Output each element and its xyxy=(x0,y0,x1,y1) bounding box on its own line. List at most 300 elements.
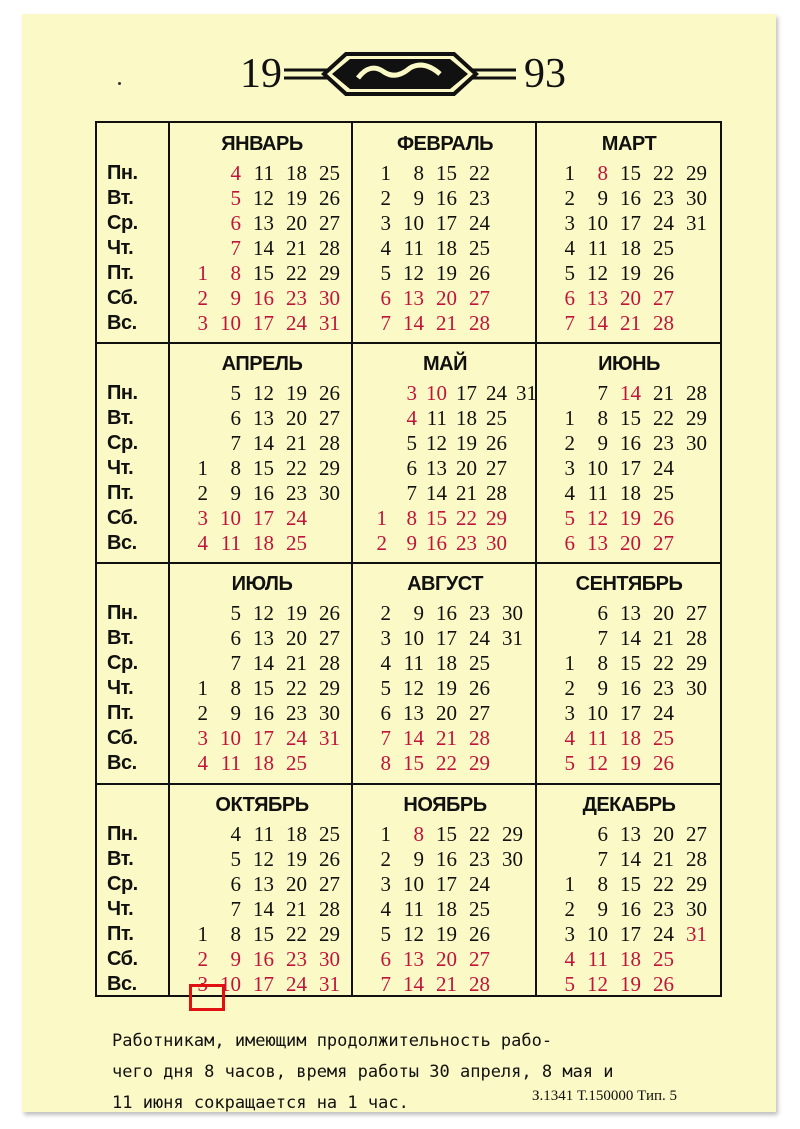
calendar-day: 8 xyxy=(230,922,241,946)
week-column xyxy=(396,822,424,997)
calendar-day: 28 xyxy=(653,311,674,335)
calendar-day: 2 xyxy=(380,601,391,625)
calendar-day: 18 xyxy=(436,897,457,921)
week-column xyxy=(363,161,391,336)
calendar-day: 7 xyxy=(380,726,391,750)
calendar-day xyxy=(679,947,707,972)
calendar-day: 4 xyxy=(230,161,241,185)
calendar-day: 5 xyxy=(380,676,391,700)
month-name: НОЯБРЬ xyxy=(403,794,487,816)
weekday-label: Пн. xyxy=(107,602,138,624)
calendar-day: 16 xyxy=(620,431,641,455)
calendar-day: 25 xyxy=(653,236,674,260)
month-name: МАЙ xyxy=(423,353,467,375)
calendar-day: 25 xyxy=(653,481,674,505)
calendar-day: 17 xyxy=(620,922,641,946)
calendar-day: 9 xyxy=(230,947,241,971)
calendar-day: 4 xyxy=(564,726,575,750)
calendar-day: 24 xyxy=(286,506,307,530)
calendar-day: 21 xyxy=(286,897,307,921)
calendar-day: 2 xyxy=(197,701,208,725)
calendar-day: 19 xyxy=(286,186,307,210)
calendar-day xyxy=(679,286,707,311)
calendar-day: 29 xyxy=(319,456,340,480)
calendar-day: 5 xyxy=(406,431,417,455)
calendar-day: 5 xyxy=(230,186,241,210)
calendar-day xyxy=(509,481,537,506)
week-column xyxy=(580,161,608,336)
calendar-day: 1 xyxy=(197,676,208,700)
calendar-day: 15 xyxy=(620,161,641,185)
week-column xyxy=(180,161,208,336)
calendar-grid xyxy=(95,121,722,997)
calendar-day xyxy=(495,726,523,751)
calendar-day xyxy=(495,922,523,947)
calendar-day: 29 xyxy=(686,872,707,896)
weekday-label: Ср. xyxy=(107,873,138,895)
calendar-day: 24 xyxy=(653,456,674,480)
calendar-day: 4 xyxy=(197,531,208,555)
calendar-day: 18 xyxy=(620,481,641,505)
calendar-day: 29 xyxy=(319,922,340,946)
week-column xyxy=(547,161,575,336)
calendar-day: 3 xyxy=(564,701,575,725)
calendar-day: 3 xyxy=(197,726,208,750)
calendar-day: 27 xyxy=(686,822,707,846)
calendar-day xyxy=(509,431,537,456)
calendar-day: 8 xyxy=(230,456,241,480)
calendar-day: 19 xyxy=(436,922,457,946)
calendar-day: 12 xyxy=(403,922,424,946)
calendar-day: 11 xyxy=(587,481,608,505)
calendar-day: 18 xyxy=(620,726,641,750)
calendar-day: 18 xyxy=(620,947,641,971)
calendar-day: 17 xyxy=(253,972,274,996)
calendar-day: 13 xyxy=(403,947,424,971)
calendar-day: 23 xyxy=(653,897,674,921)
week-column xyxy=(246,381,274,556)
calendar-day: 4 xyxy=(197,751,208,775)
calendar-day xyxy=(359,481,387,506)
calendar-day: 29 xyxy=(319,261,340,285)
year-left: 19 xyxy=(240,51,282,97)
calendar-day: 26 xyxy=(653,751,674,775)
calendar-day: 28 xyxy=(319,431,340,455)
weekday-label: Вс. xyxy=(107,532,137,554)
calendar-day xyxy=(180,161,208,186)
calendar-day: 3 xyxy=(197,506,208,530)
calendar-day: 13 xyxy=(620,601,641,625)
calendar-day: 14 xyxy=(620,847,641,871)
calendar-day: 7 xyxy=(230,431,241,455)
weekday-label: Пт. xyxy=(107,262,134,284)
week-column xyxy=(246,822,274,997)
calendar-day: 4 xyxy=(564,236,575,260)
calendar-day: 12 xyxy=(587,972,608,996)
weekday-label: Ср. xyxy=(107,652,138,674)
calendar-day: 24 xyxy=(653,211,674,235)
calendar-day: 26 xyxy=(469,922,490,946)
calendar-day: 31 xyxy=(319,972,340,996)
calendar-day: 16 xyxy=(436,847,457,871)
calendar-day: 28 xyxy=(469,726,490,750)
calendar-day: 30 xyxy=(319,701,340,725)
calendar-day: 21 xyxy=(436,726,457,750)
calendar-day: 13 xyxy=(403,701,424,725)
calendar-day: 13 xyxy=(620,822,641,846)
calendar-day: 30 xyxy=(486,531,507,555)
selected-day-marker xyxy=(189,984,225,1011)
calendar-day: 14 xyxy=(253,431,274,455)
week-column xyxy=(679,822,707,997)
calendar-day: 15 xyxy=(403,751,424,775)
calendar-day: 8 xyxy=(406,506,417,530)
calendar-day: 7 xyxy=(597,626,608,650)
week-column xyxy=(396,161,424,336)
calendar-day: 17 xyxy=(436,211,457,235)
calendar-day: 22 xyxy=(469,822,490,846)
calendar-day: 25 xyxy=(319,161,340,185)
calendar-day: 30 xyxy=(686,186,707,210)
calendar-day: 19 xyxy=(286,601,307,625)
calendar-day: 5 xyxy=(564,261,575,285)
week-column xyxy=(495,822,523,997)
calendar-day: 9 xyxy=(413,847,424,871)
calendar-day xyxy=(180,897,208,922)
calendar-day: 17 xyxy=(436,872,457,896)
calendar-day: 3 xyxy=(406,381,417,405)
week-column xyxy=(646,822,674,997)
calendar-day: 30 xyxy=(502,601,523,625)
calendar-day: 10 xyxy=(220,972,241,996)
week-column xyxy=(679,161,707,336)
calendar-day: 21 xyxy=(653,381,674,405)
calendar-day: 29 xyxy=(319,676,340,700)
calendar-day: 27 xyxy=(653,531,674,555)
calendar-day: 12 xyxy=(253,186,274,210)
calendar-day: 23 xyxy=(653,186,674,210)
calendar-day: 12 xyxy=(403,261,424,285)
calendar-day: 21 xyxy=(286,651,307,675)
calendar-day: 14 xyxy=(426,481,447,505)
calendar-day xyxy=(679,261,707,286)
calendar-day: 6 xyxy=(597,822,608,846)
week-column xyxy=(279,601,307,776)
calendar-day: 22 xyxy=(456,506,477,530)
calendar-day: 19 xyxy=(620,506,641,530)
calendar-day xyxy=(679,311,707,336)
week-column xyxy=(180,822,208,997)
weekday-label: Ср. xyxy=(107,212,138,234)
calendar-day: 20 xyxy=(286,626,307,650)
weekday-label: Вт. xyxy=(107,848,134,870)
calendar-day: 27 xyxy=(319,406,340,430)
calendar-day: 3 xyxy=(197,311,208,335)
calendar-day: 5 xyxy=(230,601,241,625)
calendar-day: 18 xyxy=(286,161,307,185)
calendar-day: 10 xyxy=(403,872,424,896)
week-column xyxy=(613,381,641,556)
calendar-day: 10 xyxy=(220,726,241,750)
calendar-day xyxy=(495,751,523,776)
week-column xyxy=(312,161,340,336)
calendar-day: 10 xyxy=(587,701,608,725)
calendar-day: 22 xyxy=(469,161,490,185)
week-column xyxy=(547,601,575,776)
month-name: ДЕКАБРЬ xyxy=(582,794,676,816)
week-column xyxy=(509,381,537,556)
calendar-day: 6 xyxy=(230,406,241,430)
calendar-day: 29 xyxy=(486,506,507,530)
calendar-day: 16 xyxy=(253,481,274,505)
month-name: ИЮНЬ xyxy=(598,353,660,375)
calendar-day: 20 xyxy=(436,701,457,725)
calendar-day: 4 xyxy=(230,822,241,846)
calendar-day: 17 xyxy=(456,381,477,405)
calendar-day: 1 xyxy=(564,651,575,675)
weekday-label: Вс. xyxy=(107,752,137,774)
calendar-day: 31 xyxy=(686,922,707,946)
calendar-day: 26 xyxy=(319,381,340,405)
calendar-day: 24 xyxy=(286,972,307,996)
calendar-day: 27 xyxy=(319,626,340,650)
calendar-day: 7 xyxy=(406,481,417,505)
calendar-header xyxy=(22,44,776,104)
calendar-day: 28 xyxy=(319,236,340,260)
calendar-day: 22 xyxy=(653,406,674,430)
week-column xyxy=(429,822,457,997)
calendar-day: 2 xyxy=(564,676,575,700)
weekday-label: Чт. xyxy=(107,677,134,699)
calendar-day: 9 xyxy=(597,186,608,210)
week-column xyxy=(580,601,608,776)
calendar-day xyxy=(495,897,523,922)
calendar-day: 5 xyxy=(230,381,241,405)
calendar-day: 25 xyxy=(469,897,490,921)
calendar-day: 6 xyxy=(230,872,241,896)
footer-line: Работникам, имеющим продолжительность рабо- xyxy=(112,1031,553,1051)
week-column xyxy=(613,161,641,336)
calendar-day: 2 xyxy=(380,186,391,210)
calendar-day: 18 xyxy=(620,236,641,260)
calendar-day: 11 xyxy=(587,947,608,971)
weekday-label: Вт. xyxy=(107,627,134,649)
footer-line: чего дня 8 часов, время работы 30 апреля, 8 мая и xyxy=(112,1062,614,1082)
week-column xyxy=(613,822,641,997)
calendar-day xyxy=(312,751,340,776)
week-column xyxy=(312,601,340,776)
calendar-day: 27 xyxy=(686,601,707,625)
calendar-day: 20 xyxy=(456,456,477,480)
calendar-day: 10 xyxy=(587,922,608,946)
calendar-day: 6 xyxy=(380,701,391,725)
calendar-day: 16 xyxy=(620,897,641,921)
calendar-day: 21 xyxy=(286,236,307,260)
calendar-day: 15 xyxy=(436,161,457,185)
calendar-day: 20 xyxy=(436,947,457,971)
calendar-day: 12 xyxy=(253,847,274,871)
calendar-day: 26 xyxy=(653,261,674,285)
calendar-day: 6 xyxy=(564,286,575,310)
calendar-day xyxy=(312,531,340,556)
calendar-day: 18 xyxy=(436,236,457,260)
calendar-day: 25 xyxy=(469,236,490,260)
calendar-day: 23 xyxy=(469,847,490,871)
calendar-day xyxy=(679,531,707,556)
week-column xyxy=(646,161,674,336)
calendar-day: 14 xyxy=(620,626,641,650)
week-column xyxy=(359,381,387,556)
week-column xyxy=(462,822,490,997)
calendar-day: 16 xyxy=(620,186,641,210)
calendar-day: 6 xyxy=(406,456,417,480)
calendar-day: 19 xyxy=(620,972,641,996)
calendar-day: 13 xyxy=(426,456,447,480)
calendar-day: 22 xyxy=(286,922,307,946)
calendar-day: 3 xyxy=(380,626,391,650)
calendar-day: 23 xyxy=(469,601,490,625)
calendar-day xyxy=(509,406,537,431)
calendar-day: 18 xyxy=(253,531,274,555)
week-column xyxy=(396,601,424,776)
week-column xyxy=(246,601,274,776)
calendar-day: 2 xyxy=(376,531,387,555)
calendar-day: 28 xyxy=(686,381,707,405)
calendar-day: 31 xyxy=(686,211,707,235)
calendar-day xyxy=(180,847,208,872)
calendar-day: 17 xyxy=(620,456,641,480)
weekday-label: Сб. xyxy=(107,727,138,749)
calendar-day: 15 xyxy=(253,456,274,480)
calendar-day: 2 xyxy=(564,431,575,455)
calendar-day xyxy=(547,847,575,872)
calendar-day: 14 xyxy=(253,651,274,675)
calendar-day: 26 xyxy=(319,601,340,625)
calendar-day: 8 xyxy=(230,261,241,285)
calendar-day: 30 xyxy=(686,431,707,455)
calendar-day: 4 xyxy=(564,947,575,971)
calendar-day: 21 xyxy=(436,972,457,996)
calendar-day xyxy=(180,406,208,431)
calendar-day: 9 xyxy=(230,286,241,310)
calendar-day: 16 xyxy=(253,701,274,725)
calendar-day: 1 xyxy=(376,506,387,530)
calendar-day xyxy=(495,872,523,897)
calendar-day: 28 xyxy=(469,972,490,996)
calendar-day xyxy=(180,601,208,626)
calendar-day: 24 xyxy=(486,381,507,405)
calendar-day: 8 xyxy=(413,161,424,185)
calendar-day: 21 xyxy=(436,311,457,335)
week-column xyxy=(419,381,447,556)
calendar-day: 3 xyxy=(564,456,575,480)
calendar-day: 30 xyxy=(319,481,340,505)
calendar-day: 12 xyxy=(426,431,447,455)
calendar-day: 19 xyxy=(286,847,307,871)
calendar-day: 12 xyxy=(403,676,424,700)
weekday-label: Сб. xyxy=(107,507,138,529)
calendar-day: 6 xyxy=(230,211,241,235)
week-column xyxy=(580,381,608,556)
weekday-label: Вс. xyxy=(107,973,137,995)
calendar-day: 2 xyxy=(380,847,391,871)
calendar-day: 15 xyxy=(253,261,274,285)
calendar-day: 21 xyxy=(456,481,477,505)
calendar-day: 24 xyxy=(469,872,490,896)
calendar-day: 11 xyxy=(426,406,447,430)
calendar-day: 1 xyxy=(197,261,208,285)
calendar-day: 17 xyxy=(436,626,457,650)
calendar-day: 11 xyxy=(253,822,274,846)
calendar-day: 29 xyxy=(502,822,523,846)
calendar-day: 24 xyxy=(286,311,307,335)
calendar-day xyxy=(359,406,387,431)
calendar-day: 14 xyxy=(253,236,274,260)
calendar-day: 1 xyxy=(380,161,391,185)
calendar-day xyxy=(679,481,707,506)
calendar-day: 7 xyxy=(230,651,241,675)
calendar-day: 29 xyxy=(469,751,490,775)
calendar-day: 22 xyxy=(653,872,674,896)
year-right: 93 xyxy=(524,51,566,97)
calendar-day: 24 xyxy=(286,726,307,750)
calendar-day: 4 xyxy=(406,406,417,430)
month-name: ФЕВРАЛЬ xyxy=(396,133,494,155)
calendar-day: 7 xyxy=(380,311,391,335)
calendar-day: 29 xyxy=(686,406,707,430)
week-column xyxy=(213,822,241,997)
weekday-label: Пн. xyxy=(107,162,138,184)
calendar-day: 23 xyxy=(653,431,674,455)
calendar-day: 1 xyxy=(564,872,575,896)
calendar-day: 23 xyxy=(469,186,490,210)
calendar-day xyxy=(547,822,575,847)
calendar-day xyxy=(359,431,387,456)
calendar-day xyxy=(679,701,707,726)
calendar-day: 22 xyxy=(286,261,307,285)
month-name: ЯНВАРЬ xyxy=(221,133,303,155)
calendar-day xyxy=(495,651,523,676)
calendar-day: 4 xyxy=(380,651,391,675)
month-name: ОКТЯБРЬ xyxy=(215,794,309,816)
weekday-label: Пн. xyxy=(107,382,138,404)
weekday-label: Сб. xyxy=(107,287,138,309)
calendar-day: 20 xyxy=(620,531,641,555)
calendar-day: 11 xyxy=(403,651,424,675)
month-name: МАРТ xyxy=(601,133,657,155)
calendar-day: 18 xyxy=(253,751,274,775)
calendar-day: 9 xyxy=(230,481,241,505)
grid-divider xyxy=(535,123,537,995)
calendar-day: 11 xyxy=(403,236,424,260)
calendar-day: 10 xyxy=(403,211,424,235)
week-column xyxy=(479,381,507,556)
calendar-day: 28 xyxy=(469,311,490,335)
week-column xyxy=(363,601,391,776)
calendar-day: 5 xyxy=(564,506,575,530)
calendar-day: 5 xyxy=(564,751,575,775)
calendar-day: 16 xyxy=(620,676,641,700)
week-column xyxy=(429,601,457,776)
week-column xyxy=(213,381,241,556)
calendar-day xyxy=(180,211,208,236)
calendar-day: 3 xyxy=(564,922,575,946)
calendar-day: 13 xyxy=(587,531,608,555)
week-column xyxy=(213,161,241,336)
week-column xyxy=(213,601,241,776)
grid-divider xyxy=(351,123,353,995)
weekday-label: Вт. xyxy=(107,187,134,209)
